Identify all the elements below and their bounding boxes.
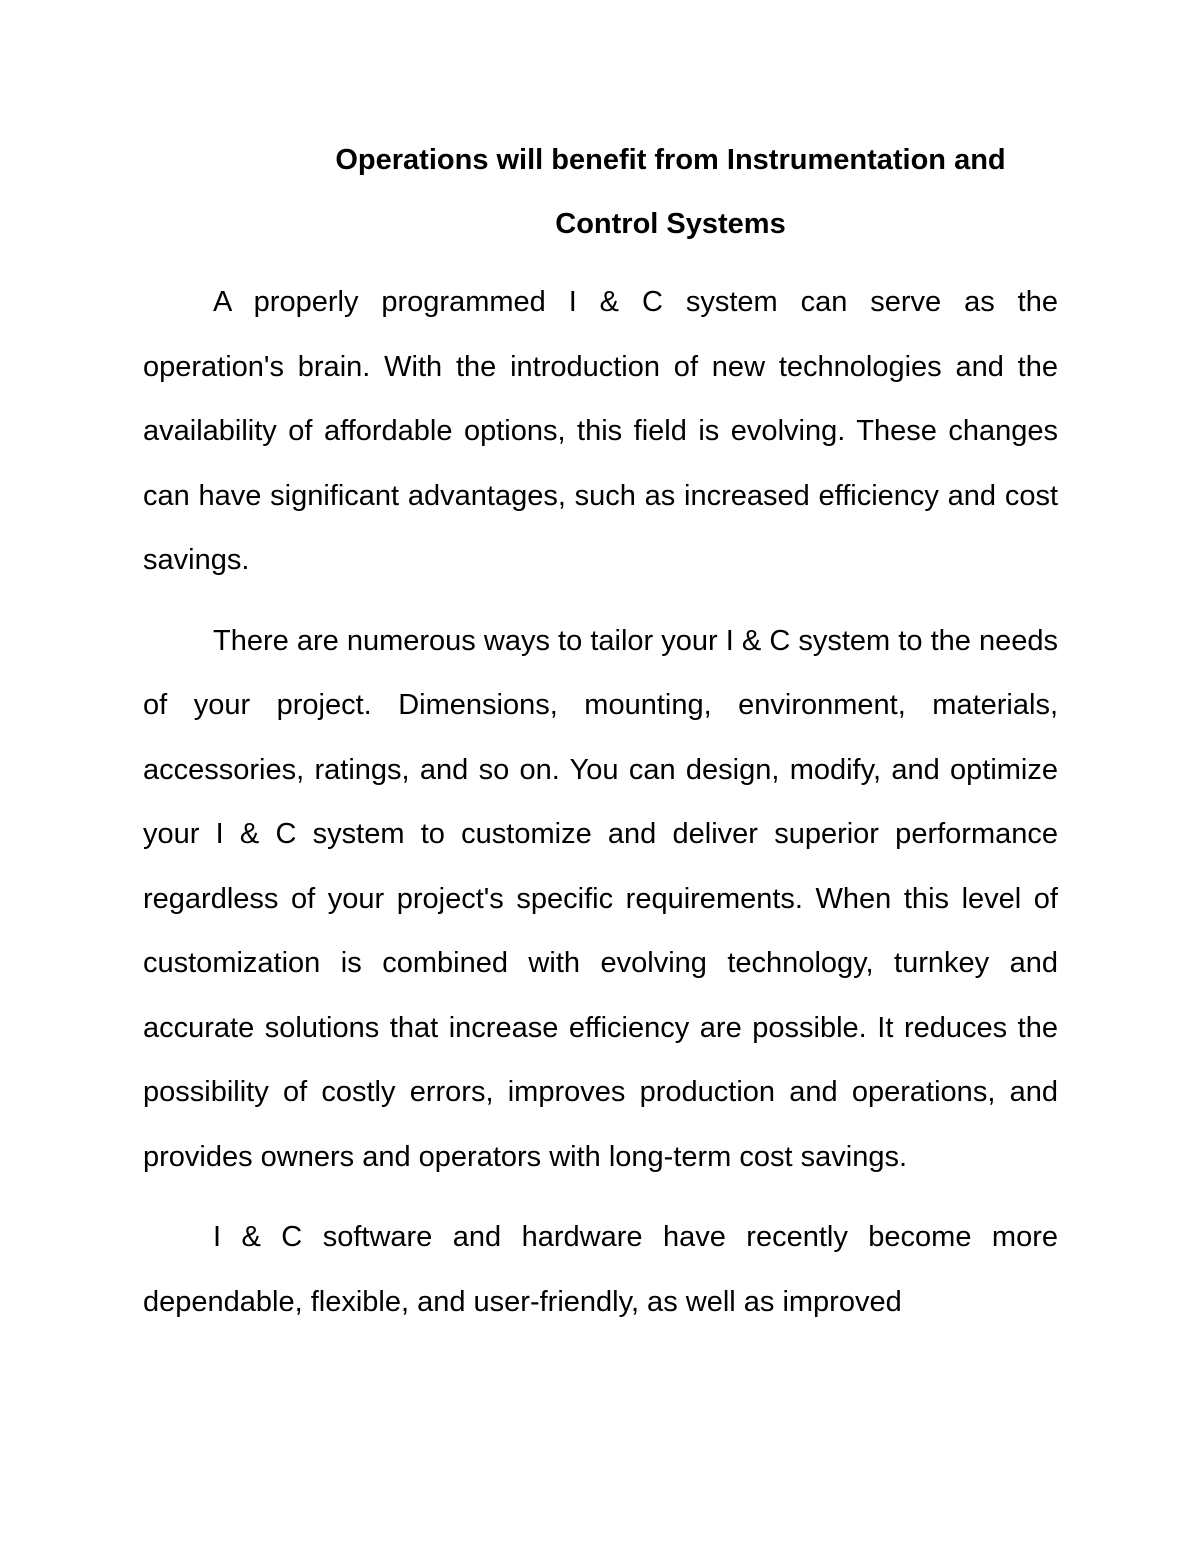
document-title: Operations will benefit from Instrumentation and Control Systems [335,144,1006,240]
paragraph-1: A properly programmed I & C system can serve as the operation's brain. With the introduction of new technologies and the availability of affordable options, this field is evolving. These changes can have significant advantages, such as increased efficiency and cost savings. [143,286,1058,576]
document-body [143,128,1058,1334]
paragraph-2: There are numerous ways to tailor your I & C system to the needs of your project. Dimensions, mounting, environment, materials, accessories, ratings, and so on. You can design, modify, and optimize your I & C system to customize and deliver superior performance regardless of your project's specific requirements. When this level of customization is combined with evolving technology, turnkey and accurate solutions that increase efficiency are possible. It reduces the possibility of costly errors, improves production and operations, and provides owners and operators with long-term cost savings. [143,624,1058,1173]
paragraph-3: I & C software and hardware have recently become more dependable, flexible, and user-friendly, as well as improved [143,1221,1058,1318]
